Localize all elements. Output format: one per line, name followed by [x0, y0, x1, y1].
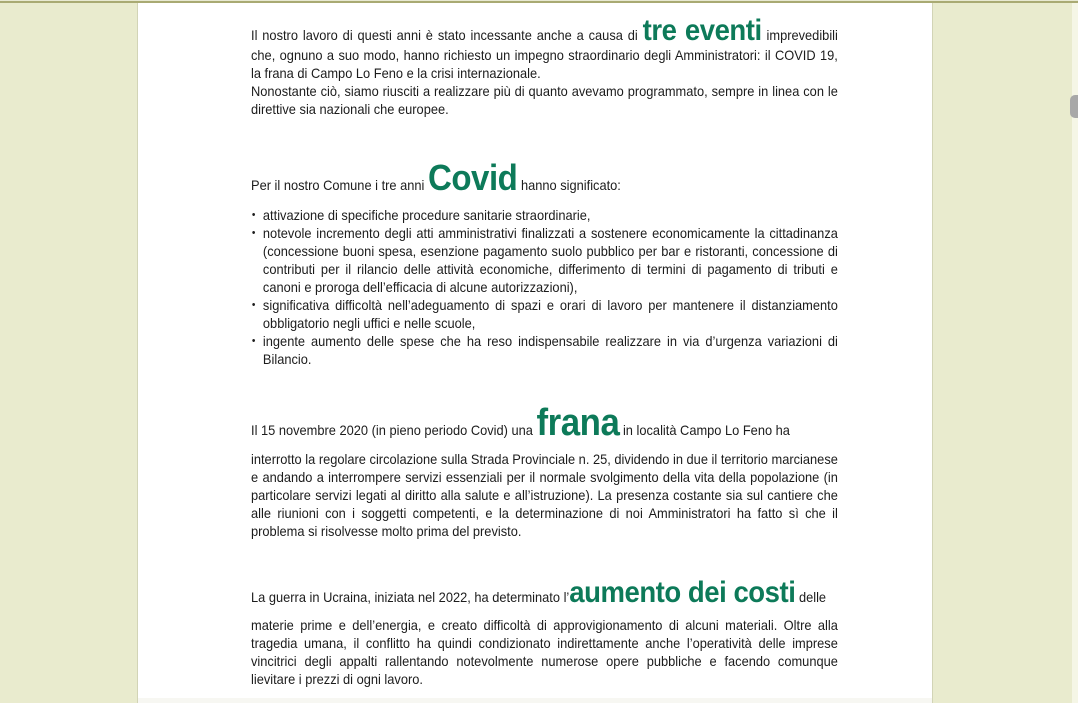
scrollbar-thumb[interactable]: [1070, 95, 1078, 118]
intro-text-pre: Il nostro lavoro di questi anni è stato incessante anche a causa di: [251, 27, 643, 43]
frana-heading-post: in località Campo Lo Feno ha: [619, 422, 790, 438]
intro-continuation: Nonostante ciò, siamo riusciti a realizzare più di quanto avevamo programmato, sempre in linea con le direttive sia nazionali che europee.: [251, 83, 838, 117]
covid-heading-pre: Per il nostro Comune i tre anni: [251, 177, 428, 193]
costi-heading: [251, 578, 838, 608]
viewer-top-border: [0, 0, 1078, 3]
covid-keyword: Covid: [427, 157, 518, 198]
costi-heading-post: delle: [795, 589, 827, 605]
frana-heading: [251, 404, 838, 442]
covid-heading: [251, 157, 838, 198]
frana-keyword: frana: [536, 402, 620, 444]
page-bottom-gap: [138, 698, 932, 703]
costi-keyword: aumento dei costi: [569, 576, 796, 609]
bullet-item-3: • significativa difficoltà nell’adeguamento di spazi e orari di lavoro per mantenere il distanziamento obbligatorio negli uffici e nelle scuole,: [251, 296, 838, 332]
covid-bullet-list: [251, 206, 838, 368]
covid-heading-post: hanno significato:: [517, 177, 621, 193]
costi-heading-pre: La guerra in Ucraina, iniziata nel 2022, ha determinato l’: [251, 589, 570, 605]
bullet-item-1: • attivazione di specifiche procedure sanitarie straordinarie,: [251, 206, 838, 224]
document-page: [138, 2, 932, 703]
bullet-item-2: • notevole incremento degli atti amministrativi finalizzati a sostenere economicamente la cittadinanza (concessione buoni spesa, esenzione pagamento suolo pubblico per bar e ristoranti, concessione di contributi per il rilancio delle attività economiche, differimento di termini di pagamento di tributi e canoni e proroga dell’efficacia di alcune autorizzazioni),: [251, 224, 838, 296]
bullet-item-4: • ingente aumento delle spese che ha reso indispensabile realizzare in via d’urgenza variazioni di Bilancio.: [251, 332, 838, 368]
costi-paragraph: materie prime e dell’energia, e creato difficoltà di approvigionamento di alcuni materiali. Oltre alla tragedia umana, il conflitto ha quindi condizionato indirettamente anche l’operatività delle imprese vincitrici degli appalti rallentando notevolmente numerose opere pubbliche e facendo comunque lievitare i prezzi di ogni lavoro.: [251, 617, 838, 687]
document-content: [251, 16, 838, 688]
frana-paragraph: interrotto la regolare circolazione sulla Strada Provinciale n. 25, dividendo in due il territorio marcianese e andando a interrompere servizi essenziali per il normale svolgimento della vita della popolazione (in particolare servizi legati al diritto alla salute e all’istruzione). La presenza costante sia sul cantiere che alle riunioni con i soggetti competenti, e la determinazione di noi Amministratori ha fatto sì che il problema si risolvesse molto prima del previsto.: [251, 451, 838, 539]
tre-eventi-keyword: tre eventi: [642, 14, 762, 47]
intro-text-post: imprevedibili che, ognuno a suo modo, hanno richiesto un impegno straordinario degli Amministratori: il COVID 19, la frana di Campo Lo Feno e la crisi internazionale.: [251, 27, 838, 81]
intro-paragraph: [251, 16, 838, 82]
frana-heading-pre: Il 15 novembre 2020 (in pieno periodo Covid) una: [251, 422, 537, 438]
